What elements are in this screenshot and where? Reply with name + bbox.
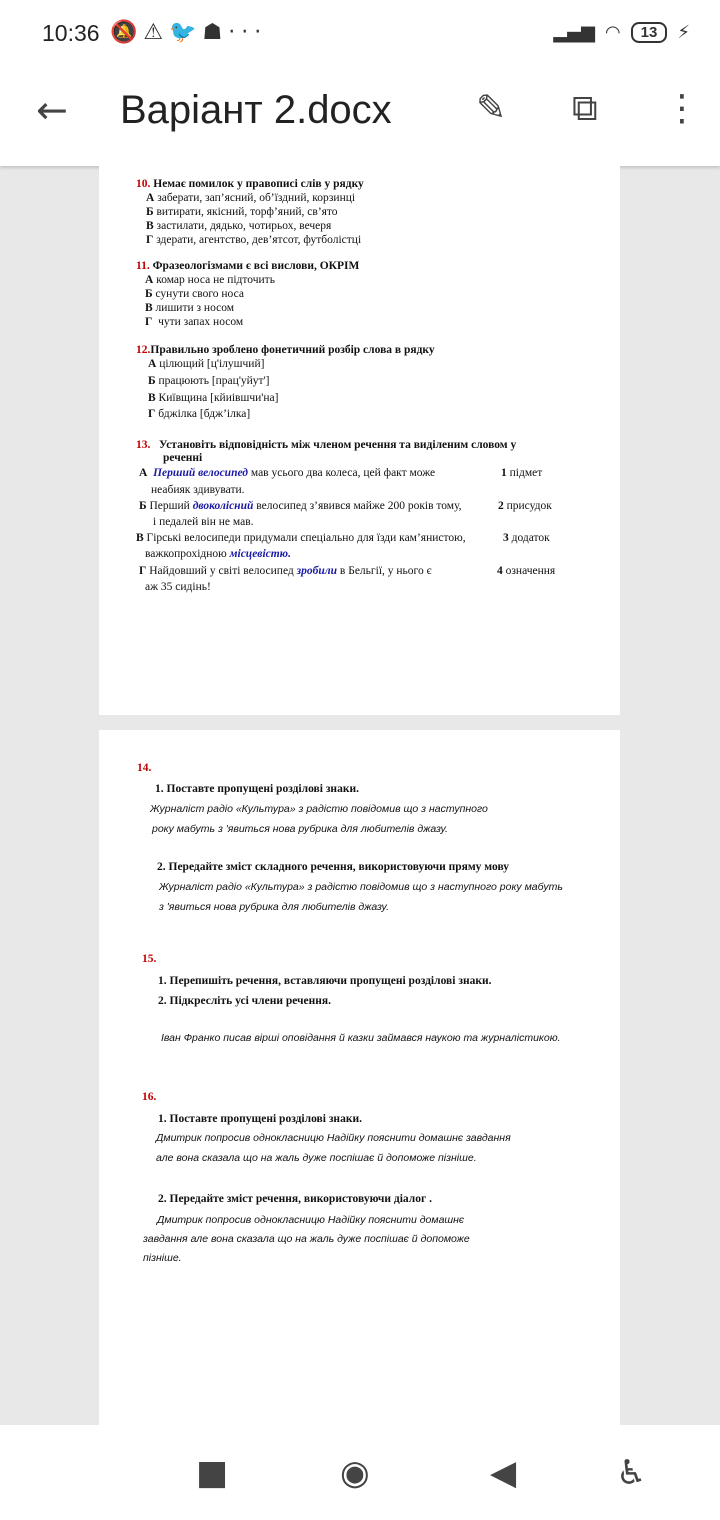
q11-option: Г чути запах носом [145,316,244,328]
more-vert-icon[interactable]: ⋮ [664,88,700,129]
q14-number: 14. [137,762,152,774]
q11-option: Б сунути свого носа [145,288,244,300]
q13-answer: 3 додаток [503,532,550,544]
accessibility-icon[interactable]: ♿ [616,1453,647,1493]
q12-option: В Київщина [кйиівшчи'на] [148,392,279,404]
q13-item-b-cont: і педалей він не мав. [153,516,254,528]
q16-sentence: Дмитрик попросив однокласницю Надійку пояснити домашнє завдання [156,1132,511,1144]
q13-item-d: Г Найдовший у світі велосипед зробили в Бельгії, у нього є [139,565,432,577]
q12-option: А цілющий [ц'ілушчий] [148,358,265,370]
q14-task-2: 2. Передайте зміст складного речення, використовуючи пряму мову [157,861,510,873]
q16-task-1: 1. Поставте пропущені розділові знаки. [158,1113,362,1125]
charging-icon: ⚡ [677,22,690,43]
warning-icon: ⚠ [143,20,170,45]
q16-number: 16. [142,1091,157,1103]
twitter-icon: 🐦 [169,20,203,45]
notification-icons [110,20,267,45]
q14-task-1: 1. Поставте пропущені розділові знаки. [155,783,359,795]
q14-sentence: року мабуть з 'явиться нова рубрика для любителів джазу. [152,823,448,835]
open-external-icon[interactable]: ⧉ [572,88,598,129]
q13-answer: 2 присудок [498,500,552,512]
q11-option: В лишити з носом [145,302,235,314]
back-triangle-icon[interactable]: ◀ [490,1453,517,1493]
q12-option: Г бджілка [бдж’ілка] [148,408,251,420]
document-title: Варіант 2.docx [120,88,392,132]
q10-option: В застилати, дядько, чотирьох, вечеря [146,220,332,232]
document-page-1 [99,166,620,715]
q13-answer: 4 означення [497,565,556,577]
q13-title-cont: реченні [163,452,203,464]
q15-task-1: 1. Перепишіть речення, вставляючи пропущені розділові знаки. [158,975,492,987]
q13-item-d-cont: аж 35 сидінь! [145,581,211,593]
more-notifications-icon: ··· [228,20,268,45]
q16-sentence: завдання але вона сказала що на жаль дуже поспішає й допоможе [143,1233,470,1245]
edit-pencil-icon[interactable]: ✎ [476,88,507,129]
mute-bell-icon: 🔕 [110,20,144,45]
q16-sentence: пізніше. [143,1252,182,1264]
q10-option: Б витирати, якісний, торф’яний, св’ято [146,206,338,218]
q15-sentence: Іван Франко писав вірші оповідання й казки займався наукою та журналістикою. [161,1032,561,1044]
q11-option: А комар носа не підточить [145,274,275,286]
q13-item-b: Б Перший двоколісний велосипед з’явився майже 200 років тому, [139,500,462,512]
q16-sentence: але вона сказала що на жаль дуже поспішає й допоможе пізніше. [156,1152,477,1164]
q16-sentence: Дмитрик попросив однокласницю Надійку пояснити домашнє [157,1214,465,1226]
recents-square-icon[interactable]: ■ [196,1453,229,1493]
q14-sentence: Журналіст радіо «Культура» з радістю повідомив що з наступного [150,803,488,815]
q13-item-c-cont: важкопрохідною місцевістю. [145,548,291,560]
q11-title: 11. Фразеологізмами є всі вислови, ОКРІМ [136,260,360,272]
q16-task-2: 2. Передайте зміст речення, використовуючи діалог . [158,1193,432,1205]
q13-item-a: А Перший велосипед мав усього два колеса, цей факт може [139,467,436,479]
navigation-bar [0,1425,720,1520]
q13-answer: 1 підмет [501,467,543,479]
q12-title: 12.Правильно зроблено фонетичний розбір слова в рядку [136,344,435,356]
back-arrow-icon[interactable]: ← [36,88,68,132]
wifi-icon: ◠ [604,22,621,43]
document-page-2 [99,730,620,1425]
battery-indicator: 13 [631,22,668,43]
q10-option: Г здерати, агентство, дев’ятсот, футболістці [146,234,362,246]
clock: 10:36 [42,20,100,46]
q12-option: Б працюють [прац'уйут'] [148,375,270,387]
signal-icon: ▂▄▆ [553,22,595,43]
q13-item-c: В Гірські велосипеди придумали спеціально для їзди кам’янистою, [136,532,466,544]
q10-title: 10. Немає помилок у правописі слів у рядку [136,178,364,190]
app-icon: ☗ [202,20,229,45]
q10-option: А заберати, зап’ясний, об’їздний, корзинці [146,192,356,204]
q15-number: 15. [142,953,157,965]
q13-title: 13. Установіть відповідність між членом речення та виділеним словом у [136,439,517,451]
app-bar [0,70,720,166]
q14-sentence: Журналіст радіо «Культура» з радістю повідомив що з наступного року мабуть [159,881,563,893]
q14-sentence: з 'явиться нова рубрика для любителів джазу. [159,901,390,913]
home-circle-icon[interactable]: ◉ [340,1453,370,1493]
q13-item-a-cont: неабияк здивувати. [151,484,245,496]
q15-task-2: 2. Підкресліть усі члени речення. [158,995,331,1007]
status-bar [0,0,720,70]
